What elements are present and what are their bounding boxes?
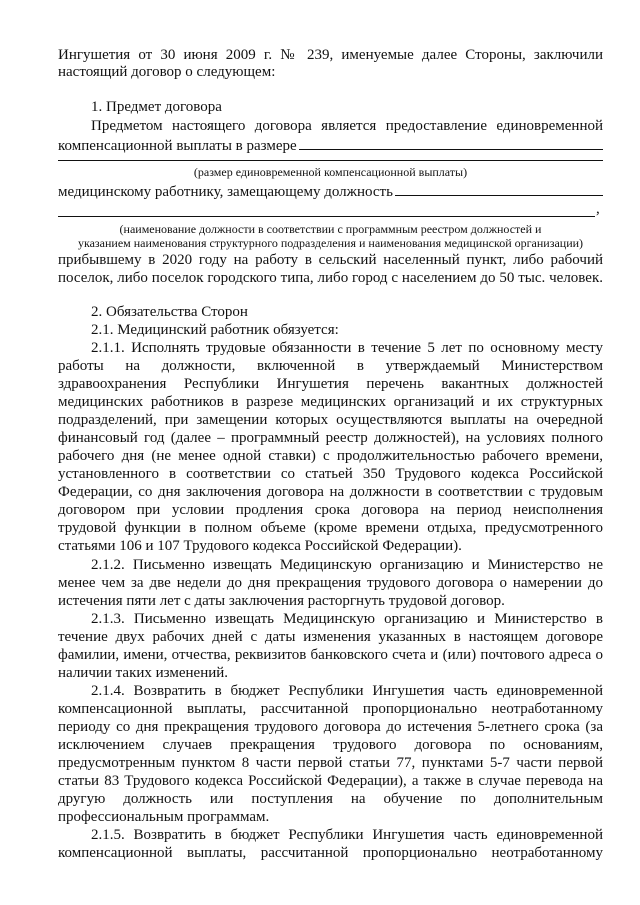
caption-line: (размер единовременной компенсационной выплаты) xyxy=(193,165,468,179)
section-heading: 2. Обязательства Сторон xyxy=(91,304,248,320)
text-line: договором при условии продления срока договора на период неисполнения xyxy=(58,502,603,518)
comma: , xyxy=(596,201,600,217)
text-line: другую должность или поступления на обучение по дополнительным xyxy=(58,791,603,807)
text-line: наличии таких изменений. xyxy=(58,665,229,681)
caption-line: (наименование должности в соответствии с программным реестром должностей и xyxy=(119,222,542,236)
text-line: течение двух рабочих дней с даты изменения указанных в настоящем договоре xyxy=(58,629,603,645)
blank-underline xyxy=(58,160,603,161)
text-line: 2.1.3. Письменно извещать Медицинскую организацию и Министерство в xyxy=(91,611,603,627)
text-line: истечения пяти лет с даты заключения расторгнуть трудовой договор. xyxy=(58,593,505,609)
text-line: 2.1. Медицинский работник обязуется: xyxy=(91,322,339,338)
fill-line xyxy=(58,136,603,155)
text-line: установленного в соответствии со статьей 350 Трудового кодекса Российской xyxy=(58,466,603,482)
text-line: Ингушетия от 30 июня 2009 г. № 239, именуемые далее Стороны, заключили xyxy=(58,47,603,63)
text-line: трудовой функции в полном объеме (кроме времени отдыха, предусмотренного xyxy=(58,520,603,536)
text-line: медицинскому работнику, замещающему должность xyxy=(58,184,393,200)
text-line: работы на должности, включенной в утверждаемый Министерством xyxy=(58,358,603,374)
blank-underline xyxy=(58,216,595,217)
text-line: предусмотренным пунктом 8 части первой статьи 77, пунктами 5-7 части первой xyxy=(58,755,603,771)
text-line: 2.1.5. Возвратить в бюджет Республики Ингушетия часть единовременной xyxy=(91,827,603,843)
fill-line xyxy=(58,182,603,201)
text-line: профессиональным программам. xyxy=(58,809,270,825)
text-line: поселок, либо поселок городского типа, либо город с населением до 50 тыс. человек. xyxy=(58,270,603,286)
text-line: фамилии, имени, отчества, реквизитов банковского счета и (или) почтового адреса о xyxy=(58,647,603,663)
text-line: статьи 83 Трудового кодекса Российской Федерации), а также в случае перевода на xyxy=(58,773,603,789)
text-line: периоду со дня прекращения трудового договора до истечения 5-летнего срока (за xyxy=(58,719,603,735)
blank-underline xyxy=(395,182,603,196)
text-line: финансовый год (далее – программный реестр должностей), на условиях полного xyxy=(58,430,603,446)
caption-line: указанием наименования структурного подразделения и наименования медицинской организации) xyxy=(77,236,584,250)
text-line: исключением случаев прекращения трудового договора по основаниям, xyxy=(58,737,603,753)
text-line: здравоохранения Республики Ингушетия перечень вакантных должностей xyxy=(58,376,603,392)
text-line: компенсационной выплаты, рассчитанной пропорционально неотработанному xyxy=(58,845,603,861)
text-line: компенсационной выплаты в размере xyxy=(58,138,297,154)
text-line: менее чем за две недели до дня прекращения трудового договора о намерении до xyxy=(58,575,603,591)
text-line: 2.1.4. Возвратить в бюджет Республики Ингушетия часть единовременной xyxy=(91,683,603,699)
text-line: статьями 106 и 107 Трудового кодекса Российской Федерации). xyxy=(58,538,462,554)
section-heading: 1. Предмет договора xyxy=(91,99,222,115)
text-line: 2.1.1. Исполнять трудовые обязанности в течение 5 лет по основному месту xyxy=(91,340,603,356)
text-line: настоящий договор о следующем: xyxy=(58,64,276,80)
blank-underline xyxy=(299,136,603,150)
text-line: рабочего дня (не менее одной ставки) с продолжительностью рабочего времени, xyxy=(58,448,603,464)
text-line: медицинских работников в разрезе медицинских организаций и их структурных xyxy=(58,394,603,410)
text-line: прибывшему в 2020 году на работу в сельский населенный пункт, либо рабочий xyxy=(58,252,603,268)
text-line: подразделений, при замещении которых осуществляются выплаты на очередной xyxy=(58,412,603,428)
text-line: Федерации, со дня заключения договора на должности в соответствии с трудовым xyxy=(58,484,603,500)
text-line: компенсационной выплаты, рассчитанной пропорционально неотработанному xyxy=(58,701,603,717)
text-line: 2.1.2. Письменно извещать Медицинскую организацию и Министерство не xyxy=(91,557,603,573)
text-line: Предметом настоящего договора является предоставление единовременной xyxy=(91,118,603,134)
